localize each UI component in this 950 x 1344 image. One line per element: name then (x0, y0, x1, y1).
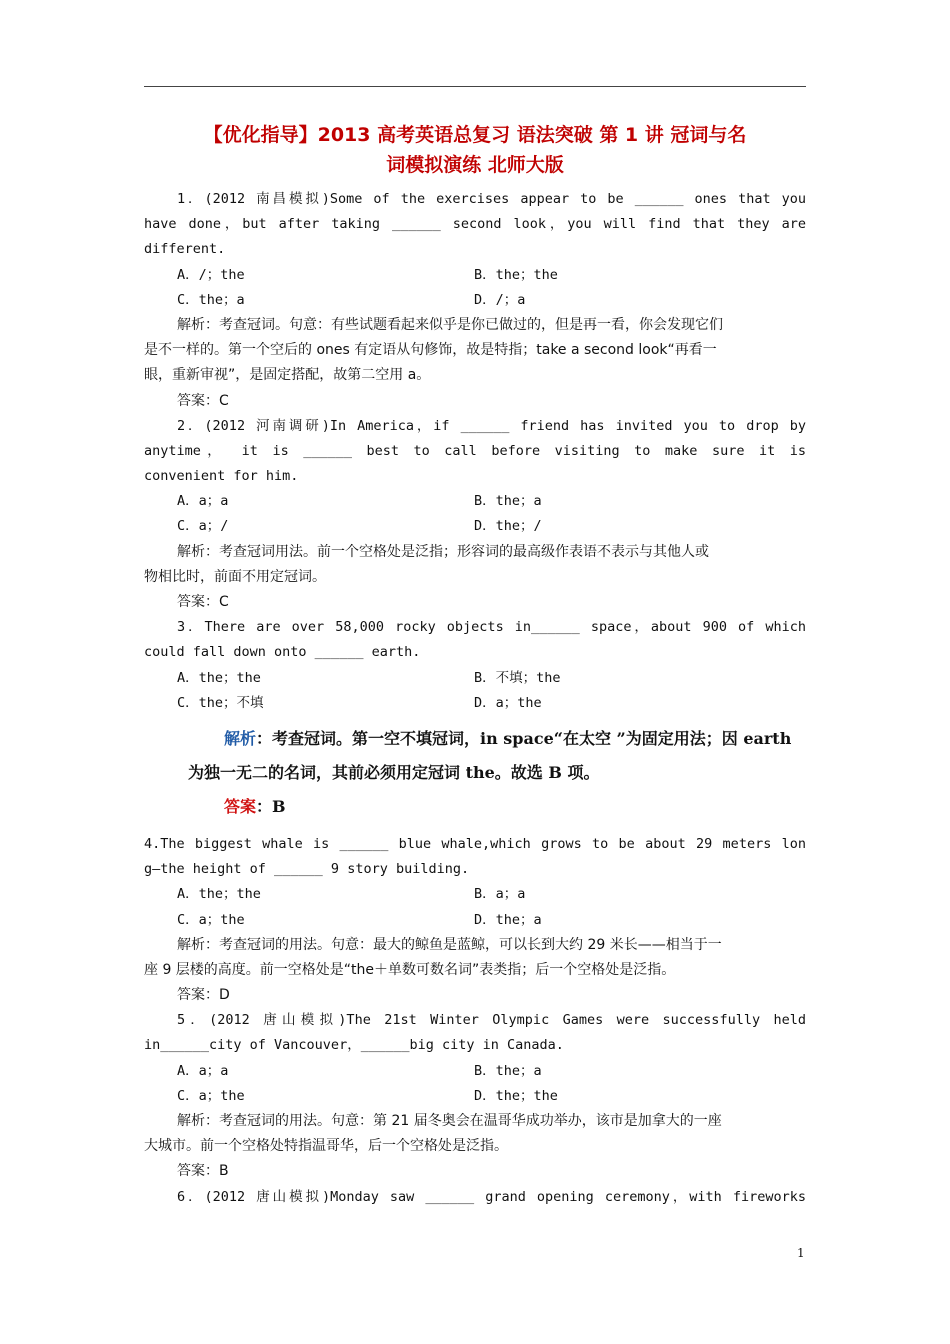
q5-option-b: B．the；a (474, 1062, 542, 1079)
q3-options-row-2 (144, 691, 806, 716)
q3-stem-line-1: 3．There are over 58,000 rocky objects in______ space，about 900 of which (177, 619, 806, 636)
q1-option-b: B．the；the (474, 266, 558, 283)
q3-explanation-text-1: ：考查冠词。第一空不填冠词，in space“在太空 ”为固定用法；因 earth (256, 728, 792, 748)
q1-explanation-line-3: 眼，重新审视”，是固定搭配，故第二空用 a。 (144, 367, 431, 384)
q4-option-d: D．the；a (474, 911, 542, 928)
q3-option-d: D．a；the (474, 694, 542, 711)
q1-stem-line-2: have done，but after taking ______ second look，you will find that they are (144, 216, 806, 233)
q1-option-a: A．/；the (177, 266, 245, 283)
q5-explanation-line-2: 大城市。前一个空格处特指温哥华，后一个空格处是泛指。 (144, 1138, 508, 1155)
q3-explanation-line-2: 为独一无二的名词，其前必须用定冠词 the。故选 B 项。 (188, 762, 600, 782)
q4-options-row-2 (144, 908, 806, 933)
q3-explanation-label: 解析 (224, 728, 257, 748)
q1-options-row-1 (144, 263, 806, 288)
q4-option-b: B．a；a (474, 886, 526, 903)
q1-answer: 答案：C (177, 392, 229, 409)
q1-options-row-2 (144, 288, 806, 313)
page-title (144, 120, 806, 180)
q3-answer-line (144, 790, 806, 824)
q3-explanation-line-1 (144, 722, 806, 756)
q5-option-d: D．the；the (474, 1087, 558, 1104)
q3-option-a: A．the；the (177, 669, 261, 686)
q1-explanation-line-2: 是不一样的。第一个空后的 ones 有定语从句修饰，故是特指；take a second look“再看一 (144, 342, 717, 359)
q1-option-d: D．/；a (474, 291, 526, 308)
q4-explanation-line-2: 座 9 层楼的高度。前一空格处是“the＋单数可数名词”表类指；后一个空格处是泛指。 (144, 961, 676, 978)
q5-stem-line-1: 5．(2012 唐山模拟)The 21st Winter Olympic Games were successfully held (177, 1012, 806, 1029)
q4-stem-line-1: 4.The biggest whale is ______ blue whale,which grows to be about 29 meters lon (144, 835, 806, 852)
q6-stem-line-1: 6．(2012 唐山模拟)Monday saw ______ grand opening ceremony，with fireworks (177, 1188, 806, 1205)
q2-options-row-2 (144, 514, 806, 539)
q5-answer: 答案：B (177, 1163, 229, 1180)
q2-explanation-line-1: 解析：考查冠词用法。前一个空格处是泛指；形容词的最高级作表语不表示与其他人或 (177, 543, 709, 560)
q5-option-c: C．a；the (177, 1087, 245, 1104)
q3-answer-label: 答案 (224, 796, 257, 816)
q1-stem-line-3: different. (144, 241, 226, 258)
q5-options-row-2 (144, 1084, 806, 1109)
q4-options-row-1 (144, 882, 806, 907)
q1-option-c: C．the；a (177, 291, 245, 308)
q2-option-b: B．the；a (474, 493, 542, 510)
page-number: 1 (797, 1246, 805, 1260)
q3-options-row-1 (144, 666, 806, 691)
q2-answer: 答案：C (177, 594, 229, 610)
q3-explanation-image (144, 716, 806, 832)
q1-explanation-line-1: 解析：考查冠词。句意：有些试题看起来似乎是你已做过的，但是再一看，你会发现它们 (177, 316, 723, 333)
q3-option-c: C．the；不填 (177, 694, 264, 711)
document-body (144, 187, 806, 1210)
q3-stem-line-2: could fall down onto ______ earth. (144, 644, 421, 661)
q2-option-d: D．the；/ (474, 518, 542, 535)
q4-option-a: A．the；the (177, 886, 261, 903)
q2-options-row-1 (144, 489, 806, 514)
q5-options-row-1 (144, 1059, 806, 1084)
title-line-1: 【优化指导】2013 高考英语总复习 语法突破 第 1 讲 冠词与名 (203, 124, 747, 146)
q4-option-c: C．a；the (177, 911, 245, 928)
header-rule (144, 86, 806, 87)
q2-option-c: C．a；/ (177, 518, 229, 535)
q2-option-a: A．a；a (177, 493, 229, 510)
q5-explanation-line-1: 解析：考查冠词的用法。句意：第 21 届冬奥会在温哥华成功举办，该市是加拿大的一座 (177, 1113, 722, 1129)
title-line-2: 词模拟演练 北师大版 (386, 154, 564, 176)
q4-explanation-line-1: 解析：考查冠词的用法。句意：最大的鲸鱼是蓝鲸，可以长到大约 29 米长——相当于一 (177, 936, 722, 953)
q5-option-a: A．a；a (177, 1062, 229, 1079)
q3-answer-value: ：B (256, 796, 286, 816)
q4-stem-line-2: g—the height of ______ 9 story building. (144, 861, 470, 878)
q1-stem-line-1: 1．(2012 南昌模拟)Some of the exercises appear to be ______ ones that you (177, 191, 806, 207)
q2-stem-line-2: anytime， it is ______ best to call before visiting to make sure it is (144, 442, 806, 459)
q2-stem-line-3: convenient for him. (144, 468, 299, 485)
q2-stem-line-1: 2．(2012 河南调研)In America，if ______ friend has invited you to drop by (177, 417, 806, 434)
q4-answer: 答案：D (177, 987, 230, 1004)
q5-stem-line-2: in______city of Vancouver，______big city in Canada. (144, 1037, 564, 1054)
q2-explanation-line-2: 物相比时，前面不用定冠词。 (144, 568, 326, 585)
q3-option-b: B．不填；the (474, 669, 561, 686)
